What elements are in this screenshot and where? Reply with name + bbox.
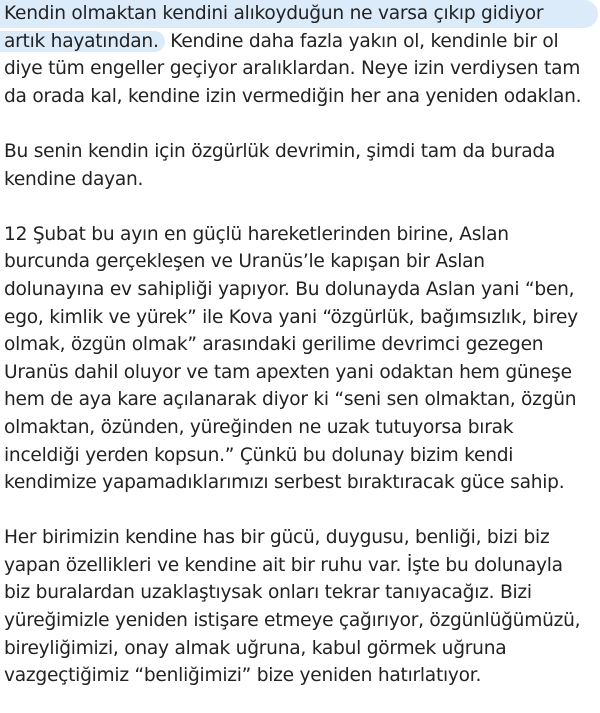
paragraph-1 [4, 0, 598, 110]
article-body [4, 0, 598, 690]
highlighted-text-line[interactable]: Kendin olmaktan kendini alıkoyduğun ne varsa çıkıp gidiyor [0, 0, 598, 28]
text-line: burcunda gerçekleşen ve Uranüs’le kapışan bir Aslan [4, 251, 485, 273]
text-line: biz buralardan uzaklaştıysak onları tekrar tanıyacağız. Bizi [4, 582, 532, 604]
text-line: bireyliğimizi, onay almak uğruna, kabul görmek uğruna [4, 637, 507, 659]
text-line: inceldiği yerden kopsun.” Çünkü bu dolunay bizim kendi [4, 444, 514, 466]
text-line: vazgeçtiğimiz “benliğimizi” bize yeniden hatırlatıyor. [4, 665, 482, 687]
text-line: 12 Şubat bu ayın en güçlü hareketlerinden birine, Aslan [4, 223, 509, 245]
text-line: olmak, özgün olmak” arasındaki gerilime devrimci gezegen [4, 334, 544, 356]
text-line: yüreğimizle yeniden istişare etmeye çağırıyor, özgünlüğümüzü, [4, 610, 581, 632]
paragraph-4 [4, 524, 598, 690]
text-line: kendine dayan. [4, 168, 144, 190]
paragraph-2 [4, 138, 598, 193]
text-line: Her birimizin kendine has bir gücü, duygusu, benliği, bizi biz [4, 527, 550, 549]
paragraph-spacer [4, 110, 598, 138]
text-line: da orada kal, kendine izin vermediğin her ana yeniden odaklan. [4, 85, 582, 107]
text-line: Uranüs dahil oluyor ve tam apexten yani odaktan hem güneşe [4, 361, 572, 383]
paragraph-spacer [4, 497, 598, 525]
paragraph-spacer [4, 193, 598, 221]
text-line: hem de aya kare açılanarak diyor ki “seni sen olmaktan, özgün [4, 389, 577, 411]
text-line: kendimize yapamadıklarımızı serbest bıraktıracak güce sahip. [4, 472, 565, 494]
paragraph-3 [4, 221, 598, 497]
text-line: dolunayına ev sahipliği yapıyor. Bu dolunayda Aslan yani “ben, [4, 278, 575, 300]
text-fragment: Kendine daha fazla yakın ol, kendinle bir ol [164, 30, 559, 52]
text-line [4, 28, 598, 56]
text-line: diye tüm engeller geçiyor aralıklardan. Neye izin verdiysen tam [4, 58, 581, 80]
text-line: Bu senin kendin için özgürlük devrimin, şimdi tam da burada [4, 140, 556, 162]
text-line: olmaktan, özünden, yüreğinden ne uzak tutuyorsa bırak [4, 416, 514, 438]
text-line: ego, kimlik ve yürek” ile Kova yani “özgürlük, bağımsızlık, birey [4, 306, 578, 328]
highlighted-text-fragment[interactable]: artık hayatından. [0, 31, 165, 52]
text-line: yapan özellikleri ve kendine ait bir ruhu var. İşte bu dolunayla [4, 554, 563, 576]
